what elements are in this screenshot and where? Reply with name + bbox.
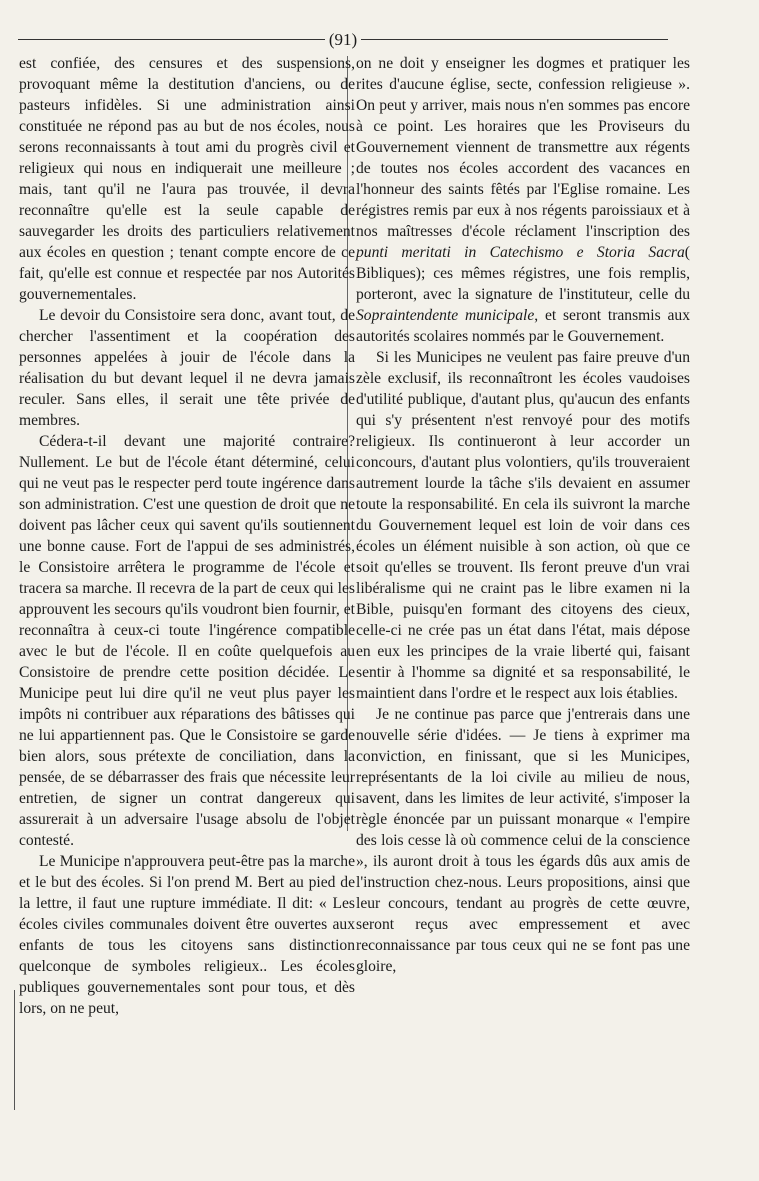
text-run: ( Bibliques); ces mêmes régistres, une fois remplis, porteront, avec la signature de l'instituteur, celle du (356, 244, 690, 303)
text-run: on ne doit y enseigner les dogmes et pratiquer les rites d'aucune église, secte, confession religieuse ». On peut y arriver, mais nous n'en sommes pas encore à ce point. Les horaires que les Proviseurs du Gouvernement viennent de transmettre aux régents de toutes nos écoles accordent des vacances en l'honneur des saints fêtés par l'Eglise romaine. Les régistres remis par eux à nos régents paroissiaux et à nos maîtresses d'école réclament l'inscription des (356, 55, 690, 240)
header-rule-right (361, 39, 668, 40)
paragraph: Cédera-t-il devant une majorité contraire? Nullement. Le but de l'école étant déterminé, celui qui ne veut pas le respecter perd toute ingérence dans son administration. C'est une question de droit que ne doivent pas lâcher ceux qui savent qu'ils soutiennent une bonne cause. Fort de l'appui de ses administrés, le Consistoire arrêtera le programme de l'école et tracera sa marche. Il recevra de la part de ceux qui les approuvent les secours qu'ils voudront bien fournir, et reconnaîtra à ceux-ci toute l'ingérence compatible avec le but de l'école. Il en coûte quelquefois au Consistoire de prendre cette position décidée. Le Municipe peut lui dire qu'il ne veut plus payer les impôts ni contribuer aux réparations des bâtisses qui ne lui appartiennent pas. Que le Consistoire se garde bien alors, sous prétexte de conciliation, dans la pensée, de se débarrasser des frais que nécessite leur entretien, de signer un contrat dangereux qui assurerait à un adversaire l'usage absolu de l'objet contesté. (19, 433, 355, 849)
paragraph: est confiée, des censures et des suspensions, provoquant même la destitution d'anciens, ou de pasteurs infidèles. Si une administration ainsi constituée ne répond pas au but de nos écoles, nous serons reconnaissants à tout ami du progrès civil et religieux qui nous en indiquerait une meilleure ; mais, tant qu'il ne l'aura pas trouvée, il devra reconnaître qu'elle est la seule capable de sauvegarder les droits des particuliers relativement aux écoles en question ; tenant compte encore de ce fait, qu'elle est connue et respectée par nos Autorités gouvernementales. (19, 55, 355, 303)
paragraph: Si les Municipes ne veulent pas faire preuve d'un zèle exclusif, ils reconnaîtront les écoles vaudoises d'utilité publique, d'autant plus, qu'aucun des enfants qui s'y présentent n'est renvoyé pour des motifs religieux. Ils continueront à leur accorder un concours, d'autant plus volontiers, qu'ils trouveraient autrement lourde la tâche s'ils devaient en assumer toute la responsabilité. En cela ils suivront la marche du Gouvernement lequel est loin de voir dans ces écoles un élément nuisible à son action, où que ce soit qu'elles se trouvent. Ils feront preuve d'un vrai libéralisme qui ne craint pas le libre examen ni la Bible, puisqu'en formant des citoyens des cieux, celle-ci ne crée pas un état dans l'état, mais dépose en eux les principes de la vraie liberté qui, faisant sentir à l'homme sa dignité et sa responsabilité, le maintient dans l'ordre et le respect aux lois établies. (356, 349, 690, 702)
italic-phrase: Sopraintendente municipale (356, 307, 535, 324)
italic-phrase: punti meritati in Catechismo e Storia Sacra (356, 244, 685, 261)
right-column (356, 53, 690, 977)
page-number: (91) (328, 29, 358, 49)
left-column (19, 53, 355, 1019)
paragraph: Je ne continue pas parce que j'entrerais dans une nouvelle série d'idées. — Je tiens à exprimer ma conviction, en finissant, que si les Municipes, représentants de la loi civile au milieu de nous, savent, dans les limites de leur activité, s'imposer la règle énoncée par un puissant monarque « l'empire des lois cesse là où commence celui de la conscience », ils auront droit à tous les égards dûs aux amis de l'instruction chez-nous. Leurs propositions, ainsi que leur concours, tendant au progrès de cette œuvre, seront reçus avec empressement et avec reconnaissance par tous ceux qui ne se font pas une gloire, (356, 706, 690, 975)
header-rule-left (18, 39, 325, 40)
paragraph (356, 53, 690, 347)
text-run: , et seront transmis aux autorités scolaires nommés par le Gouvernement. (356, 307, 690, 345)
paragraph: Le devoir du Consistoire sera donc, avant tout, de chercher l'assentiment et la coopération des personnes appelées à jouir de l'école dans la réalisation du but devant lequel il ne devra jamais reculer. Sans elles, il serait une tête privée de membres. (19, 307, 355, 429)
paragraph: Le Municipe n'approuvera peut-être pas la marche et le but des écoles. Si l'on prend M. Bert au pied de la lettre, il faut une rupture immédiate. Il dit: « Les écoles civiles communales doivent être ouvertes aux enfants de tous les citoyens sans distinction quelconque de symboles religieux.. Les écoles publiques gouvernementales sont pour tous, et dès lors, on ne peut, (19, 853, 355, 1017)
page-header (18, 28, 668, 50)
margin-mark (14, 990, 15, 1110)
